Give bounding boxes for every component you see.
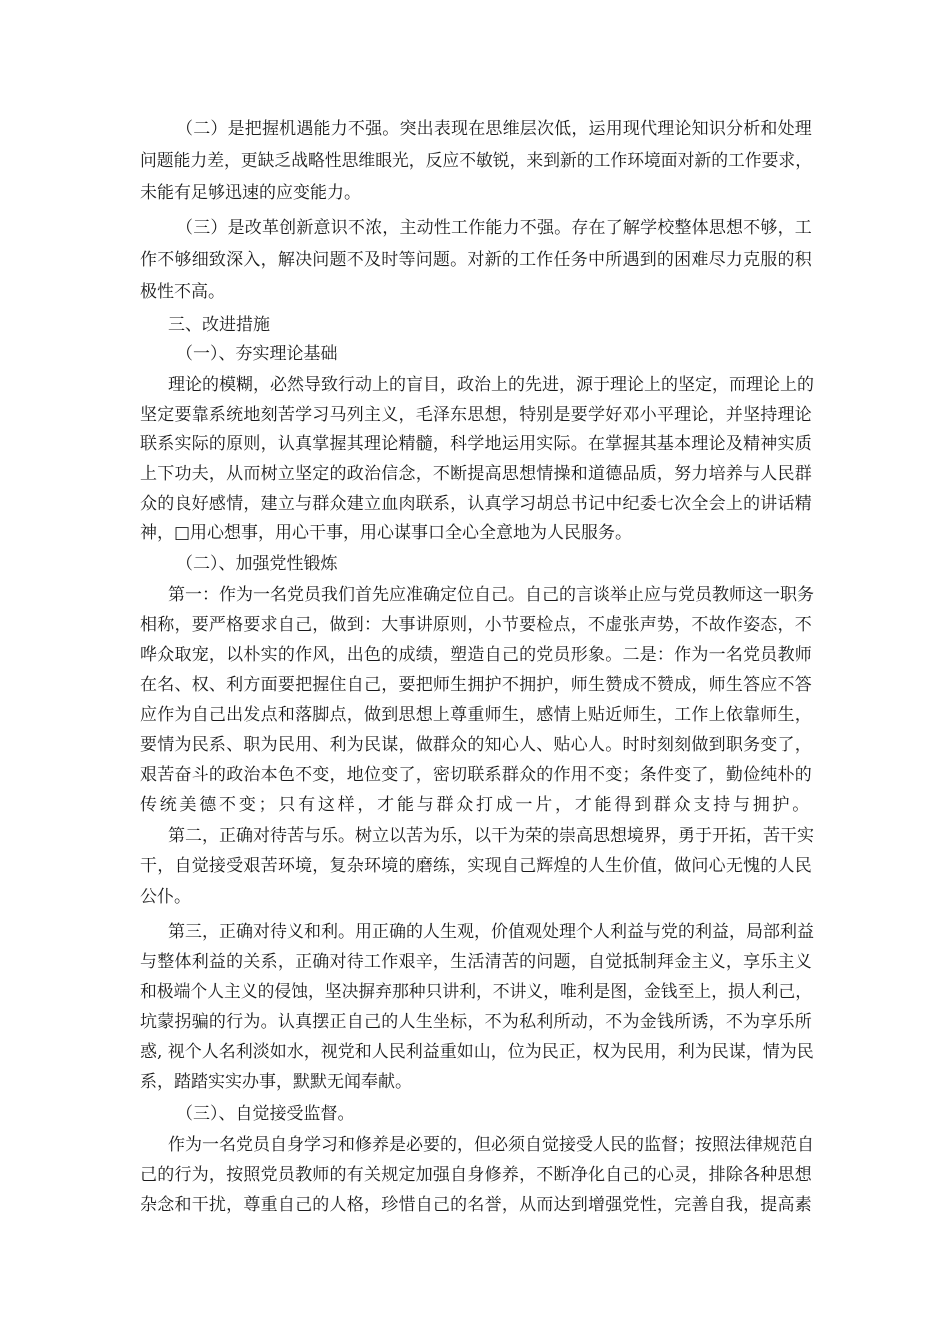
- text-line: 联系实际的原则，认真掌握其理论精髓，科学地运用实际。在掌握其基本理论及精神实质: [140, 434, 812, 454]
- text-line: 极性不高。: [140, 282, 225, 302]
- text-line: （三）是改革创新意识不浓，主动性工作能力不强。存在了解学校整体思想不够，工: [176, 218, 812, 238]
- text-line: 问题能力差，更缺乏战略性思维眼光，反应不敏锐，来到新的工作环境面对新的工作要求，: [140, 151, 812, 171]
- text-line: 坚定要靠系统地刻苦学习马列主义，毛泽东思想，特别是要学好邓小平理论，并坚持理论: [140, 405, 812, 425]
- text-line: 干，自觉接受艰苦环境，复杂环境的磨练，实现自己辉煌的人生价值，做问心无愧的人民: [140, 856, 812, 876]
- text-line: 第一：作为一名党员我们首先应准确定位自己。自己的言谈举止应与党员教师这一职务: [168, 585, 814, 605]
- text-line: 理论的模糊，必然导致行动上的盲目，政治上的先进，源于理论上的坚定，而理论上的: [168, 375, 814, 395]
- text-line: 第三，正确对待义和利。用正确的人生观，价值观处理个人利益与党的利益，局部利益: [168, 922, 814, 942]
- subsection-heading: （二）、加强党性锻炼: [176, 554, 338, 574]
- text-line: 神，□用心想事，用心干事，用心谋事口全心全意地为人民服务。: [140, 523, 633, 543]
- section-heading: 三、改进措施: [168, 315, 270, 335]
- text-line: 第二，正确对待苦与乐。树立以苦为乐，以干为荣的崇高思想境界，勇于开拓，苦干实: [168, 826, 814, 846]
- subsection-heading: （三）、自觉接受监督。: [176, 1104, 355, 1124]
- text-line: 系，踏踏实实办事，默默无闻奉献。: [140, 1072, 412, 1092]
- text-line: 哗众取宠，以朴实的作风，出色的成绩，塑造自己的党员形象。二是：作为一名党员教师: [140, 645, 812, 665]
- text-line: 众的良好感情，建立与群众建立血肉联系，认真学习胡总书记中纪委七次全会上的讲话精: [140, 494, 812, 514]
- text-line: 和极端个人主义的侵蚀，坚决摒弃那种只讲利，不讲义，唯利是图，金钱至上，损人利己，: [140, 982, 812, 1002]
- text-line: 作不够细致深入，解决问题不及时等问题。对新的工作任务中所遇到的困难尽力克服的积: [140, 250, 812, 270]
- text-line: 公仆。: [140, 887, 191, 907]
- text-line: 相称，要严格要求自己，做到：大事讲原则，小节要检点，不虚张声势，不故作姿态，不: [140, 615, 812, 635]
- text-line: 作为一名党员自身学习和修养是必要的，但必须自觉接受人民的监督；按照法律规范自: [168, 1135, 814, 1155]
- text-line: 未能有足够迅速的应变能力。: [140, 183, 361, 203]
- subsection-heading: （一）、夯实理论基础: [176, 344, 338, 364]
- text-line: 己的行为，按照党员教师的有关规定加强自身修养，不断净化自己的心灵，排除各种思想: [140, 1165, 812, 1185]
- text-line: 上下功夫，从而树立坚定的政治信念，不断提高思想情操和道德品质，努力培养与人民群: [140, 464, 812, 484]
- text-line: 杂念和干扰，尊重自己的人格，珍惜自己的名誉，从而达到增强党性，完善自我，提高素: [140, 1195, 812, 1215]
- text-line: 惑, 视个人名利淡如水，视党和人民利益重如山，位为民正，权为民用，利为民谋，情为民: [140, 1042, 814, 1062]
- text-line: 与整体利益的关系，正确对待工作艰辛，生活清苦的问题，自觉抵制拜金主义，享乐主义: [140, 952, 812, 972]
- text-line: 艰苦奋斗的政治本色不变，地位变了，密切联系群众的作用不变；条件变了，勤俭纯朴的: [140, 765, 812, 785]
- text-line: 坑蒙拐骗的行为。认真摆正自己的人生坐标，不为私利所动，不为金钱所诱，不为享乐所: [140, 1012, 812, 1032]
- text-line: 要情为民系、职为民用、利为民谋，做群众的知心人、贴心人。时时刻刻做到职务变了，: [140, 735, 812, 755]
- text-line: 传统美德不变；只有这样，才能与群众打成一片，才能得到群众支持与拥护。: [140, 795, 812, 815]
- text-line: 在名、权、利方面要把握住自己，要把师生拥护不拥护，师生赞成不赞成，师生答应不答: [140, 675, 812, 695]
- text-line: （二）是把握机遇能力不强。突出表现在思维层次低，运用现代理论知识分析和处理: [176, 119, 812, 139]
- text-line: 应作为自己出发点和落脚点，做到思想上尊重师生，感情上贴近师生，工作上依靠师生，: [140, 705, 812, 725]
